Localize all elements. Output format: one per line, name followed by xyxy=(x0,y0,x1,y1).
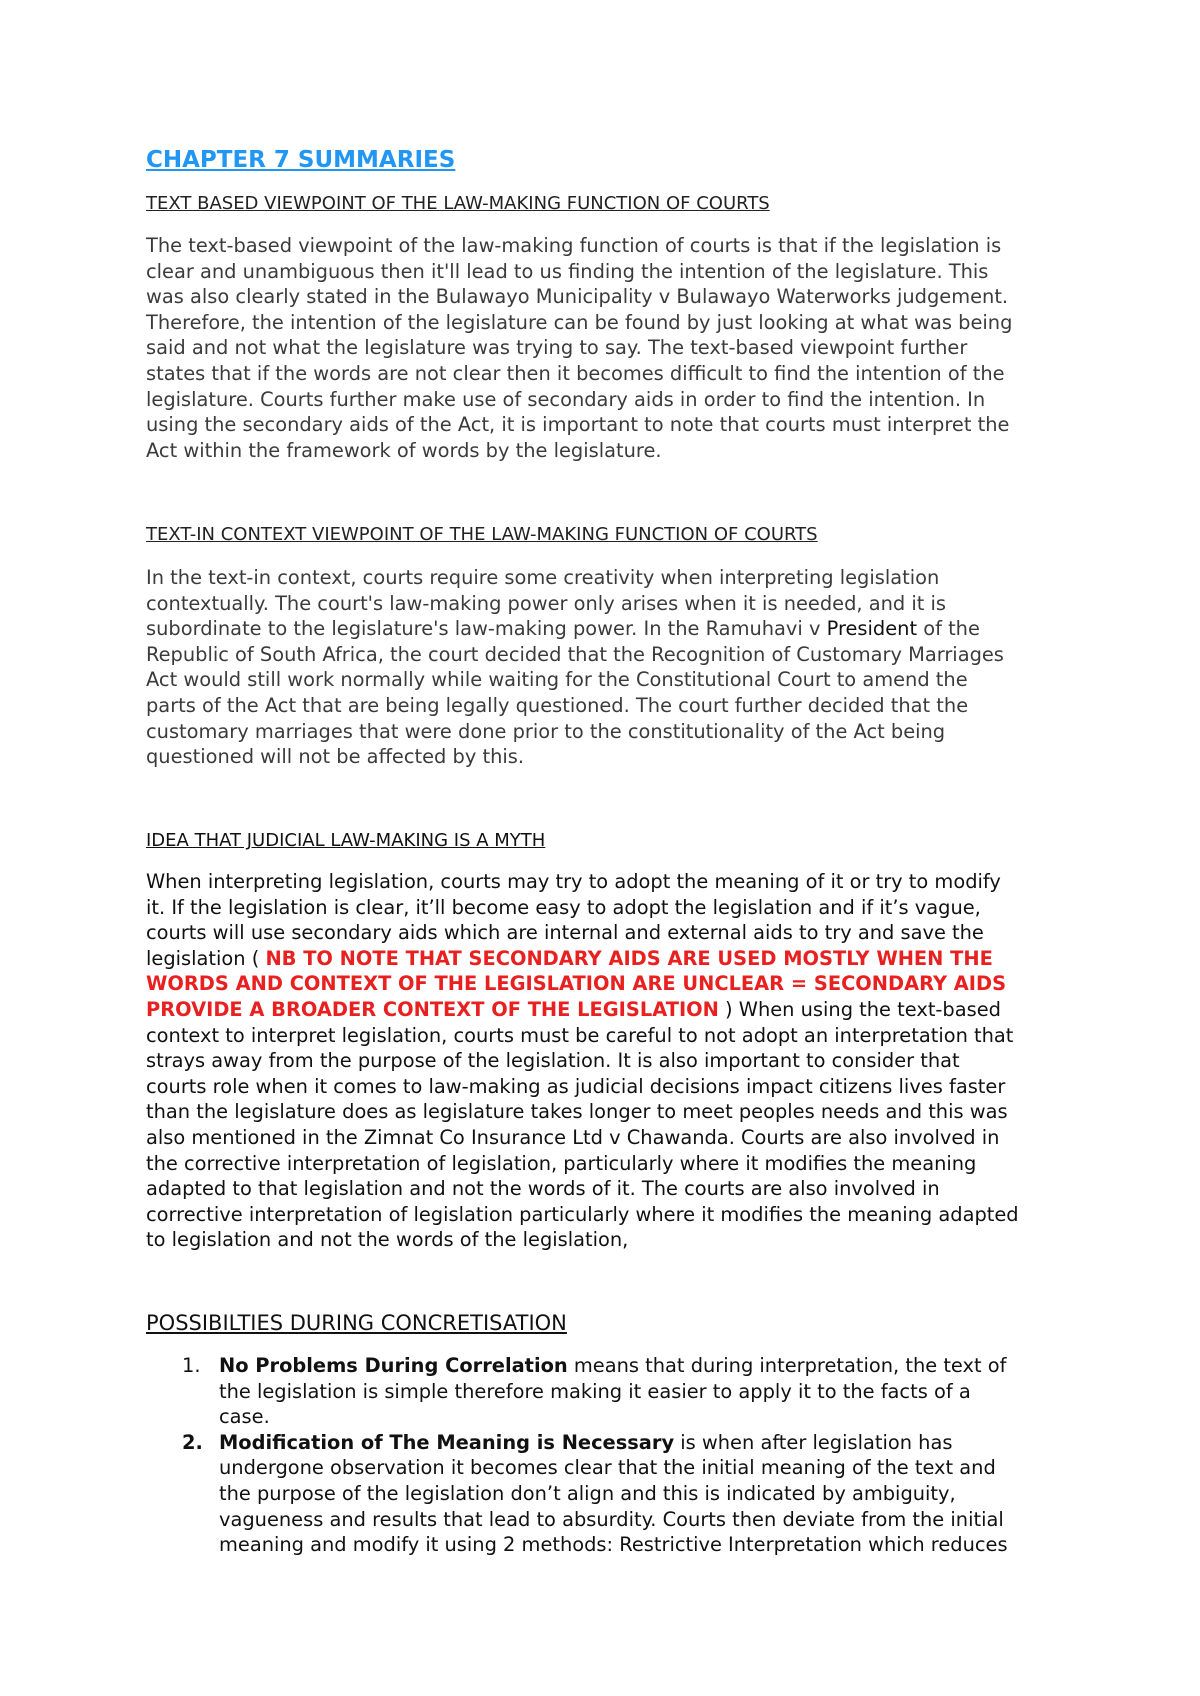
paragraph-line: states that if the words are not clear then it becomes difficult to find the intention of the xyxy=(146,361,1005,385)
paragraph-line: to legislation and not the words of the legislation, xyxy=(146,1228,629,1252)
paragraph-line: Act would still work normally while waiting for the Constitutional Court to amend the xyxy=(146,668,968,692)
paragraph-line: customary marriages that were done prior to the constitutionality of the Act being xyxy=(146,719,946,743)
list-item xyxy=(146,1353,1066,1430)
paragraph-line: the corrective interpretation of legislation, particularly where it modifies the meaning xyxy=(146,1151,977,1175)
list-line: case. xyxy=(219,1405,270,1429)
paragraph-line: In the text-in context, courts require some creativity when interpreting legislation xyxy=(146,566,940,589)
paragraph-text: ) When using the text-based xyxy=(725,997,1001,1021)
paragraph-line xyxy=(146,616,1066,642)
paragraph-line: Act within the framework of words by the legislature. xyxy=(146,438,662,462)
paragraph-line: was also clearly stated in the Bulawayo Municipality v Bulawayo Waterworks judgement. xyxy=(146,285,1009,309)
paragraph-line: corrective interpretation of legislation particularly where it modifies the meaning adapted xyxy=(146,1202,1019,1226)
paragraph-line xyxy=(146,946,1066,972)
paragraph-line: When interpreting legislation, courts may try to adopt the meaning of it or try to modify xyxy=(146,870,1001,893)
nb-note-text: NB TO NOTE THAT SECONDARY AIDS ARE USED MOSTLY WHEN THE xyxy=(265,946,993,970)
paragraph-text: of the xyxy=(923,617,980,641)
paragraph-line: than the legislature does as legislature takes longer to meet peoples needs and this was xyxy=(146,1100,1008,1124)
paragraph-line xyxy=(146,997,1066,1023)
paragraph-line: The text-based viewpoint of the law-making function of courts is that if the legislation is xyxy=(146,234,1002,257)
list-item-term: No Problems During Correlation xyxy=(219,1354,568,1377)
list-number: 1. xyxy=(182,1354,201,1377)
list-line xyxy=(219,1430,1066,1456)
paragraph-line: Republic of South Africa, the court decided that the Recognition of Customary Marriages xyxy=(146,642,1004,666)
nb-note-line: WORDS AND CONTEXT OF THE LEGISLATION ARE UNCLEAR = SECONDARY AIDS xyxy=(146,972,1007,996)
list-line xyxy=(219,1353,1066,1379)
paragraph-line: strays away from the purpose of the legislation. It is also important to consider that xyxy=(146,1049,960,1073)
paragraph-line: legislature. Courts further make use of secondary aids in order to find the intention. In xyxy=(146,387,986,411)
paragraph-line: said and not what the legislature was trying to say. The text-based viewpoint further xyxy=(146,336,968,360)
paragraph-line: courts will use secondary aids which are internal and external aids to try and save the xyxy=(146,921,984,945)
paragraph-line: parts of the Act that are being legally questioned. The court further decided that the xyxy=(146,693,969,717)
paragraph-line: contextually. The court's law-making power only arises when it is needed, and it is xyxy=(146,591,947,615)
paragraph-line: also mentioned in the Zimnat Co Insurance Ltd v Chawanda. Courts are also involved in xyxy=(146,1125,1000,1149)
list-text: is when after legislation has xyxy=(674,1430,953,1454)
list-item-term: Modification of The Meaning is Necessary xyxy=(219,1430,675,1454)
list-line: vagueness and results that lead to absurdity. Courts then deviate from the initial xyxy=(219,1507,1004,1531)
section-heading-text-based: TEXT BASED VIEWPOINT OF THE LAW-MAKING FUNCTION OF COURTS xyxy=(146,193,770,214)
document-title: CHAPTER 7 SUMMARIES xyxy=(146,147,456,173)
section-paragraph-text-based xyxy=(146,233,1066,463)
paragraph-text: legislation ( xyxy=(146,946,260,970)
paragraph-line: context to interpret legislation, courts must be careful to not adopt an interpretation that xyxy=(146,1023,1014,1047)
list-item xyxy=(146,1430,1066,1558)
nb-note-text: PROVIDE A BROADER CONTEXT OF THE LEGISLATION xyxy=(146,997,719,1021)
president-text: President xyxy=(826,617,918,641)
list-line: undergone observation it becomes clear that the initial meaning of the text and xyxy=(219,1456,996,1480)
section-heading-concretisation: POSSIBILTIES DURING CONCRETISATION xyxy=(146,1311,567,1335)
paragraph-line: it. If the legislation is clear, it’ll become easy to adopt the legislation and if it’s vague, xyxy=(146,895,981,919)
concretisation-list xyxy=(146,1353,1066,1558)
paragraph-line: questioned will not be affected by this. xyxy=(146,745,525,769)
paragraph-text: subordinate to the legislature's law-making power. In the Ramuhavi v xyxy=(146,617,821,641)
section-heading-text-in-context: TEXT-IN CONTEXT VIEWPOINT OF THE LAW-MAKING FUNCTION OF COURTS xyxy=(146,524,818,545)
list-number: 2. xyxy=(182,1430,203,1454)
paragraph-line: clear and unambiguous then it'll lead to us finding the intention of the legislature. This xyxy=(146,259,989,283)
paragraph-line: using the secondary aids of the Act, it is important to note that courts must interpret the xyxy=(146,413,1010,437)
paragraph-line: courts role when it comes to law-making as judicial decisions impact citizens lives faster xyxy=(146,1074,1006,1098)
list-text: means that during interpretation, the text of xyxy=(567,1354,1007,1377)
section-heading-judicial-myth: IDEA THAT JUDICIAL LAW-MAKING IS A MYTH xyxy=(146,830,546,851)
paragraph-line: adapted to that legislation and not the words of it. The courts are also involved in xyxy=(146,1177,940,1201)
list-line: meaning and modify it using 2 methods: Restrictive Interpretation which reduces xyxy=(219,1533,1008,1557)
list-line: the legislation is simple therefore making it easier to apply it to the facts of a xyxy=(219,1379,971,1403)
paragraph-line: Therefore, the intention of the legislature can be found by just looking at what was being xyxy=(146,310,1013,334)
section-paragraph-text-in-context xyxy=(146,565,1066,770)
section-paragraph-judicial-myth xyxy=(146,869,1066,1253)
list-line: the purpose of the legislation don’t align and this is indicated by ambiguity, xyxy=(219,1481,956,1505)
